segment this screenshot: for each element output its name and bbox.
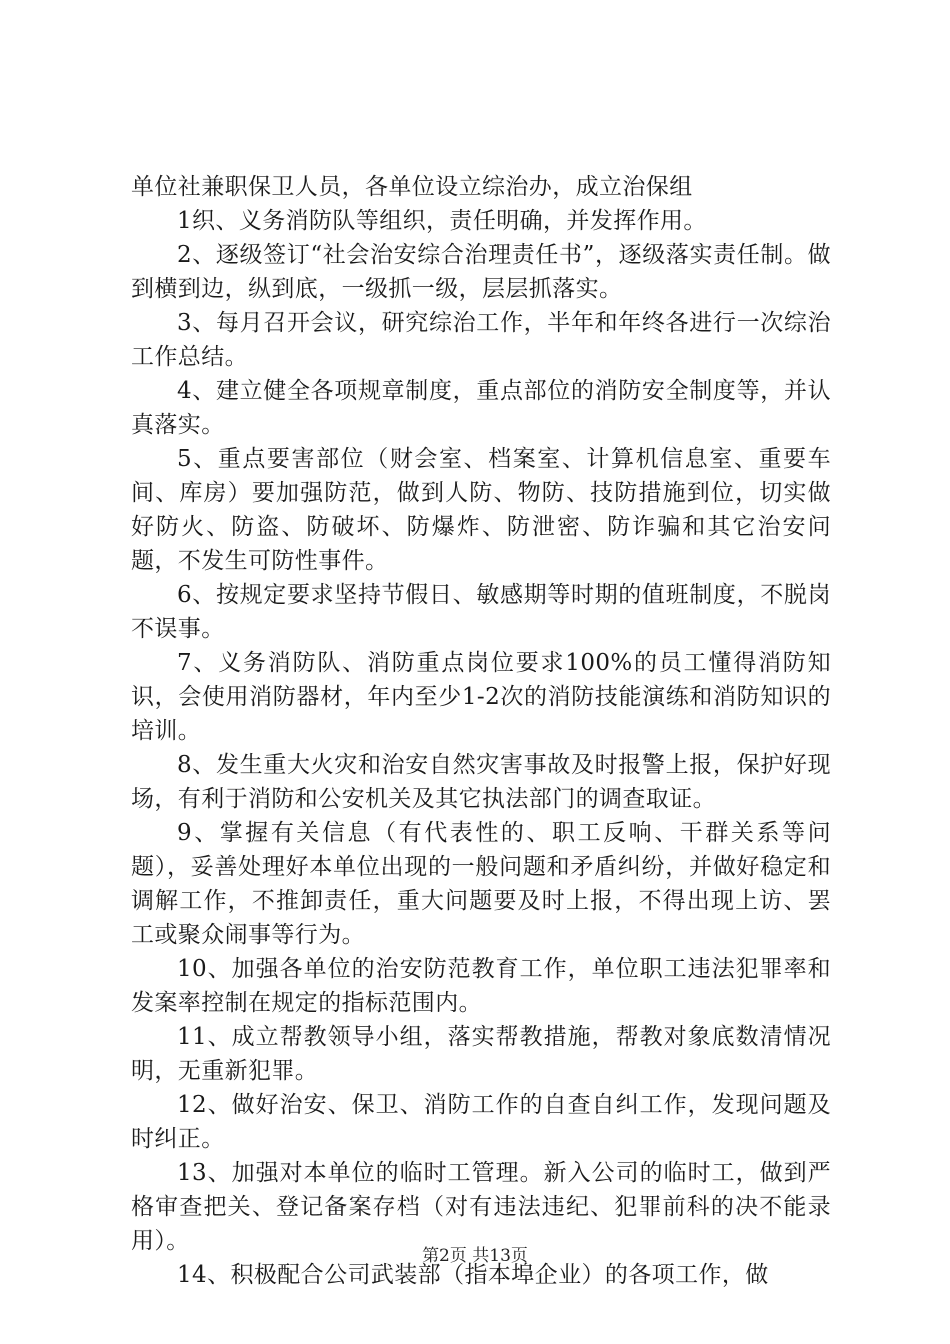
document-body (131, 170, 831, 1292)
paragraph-item-7: 7、义务消防队、消防重点岗位要求100%的员工懂得消防知识，会使用消防器材，年内至少1-2次的消防技能演练和消防知识的培训。 (131, 650, 831, 744)
paragraph-intro: 单位社兼职保卫人员，各单位设立综治办，成立治保组 (131, 174, 693, 200)
paragraph-item-3: 3、每月召开会议，研究综治工作，半年和年终各进行一次综治工作总结。 (131, 310, 831, 370)
paragraph-item-12: 12、做好治安、保卫、消防工作的自查自纠工作，发现问题及时纠正。 (131, 1092, 831, 1152)
paragraph-item-14: 14、积极配合公司武装部（指本埠企业）的各项工作，做 (177, 1262, 769, 1288)
page-number-footer: 第2页 共13页 (422, 1246, 528, 1266)
paragraph-item-9: 9、掌握有关信息（有代表性的、职工反响、干群关系等问题），妥善处理好本单位出现的一般问题和矛盾纠纷，并做好稳定和调解工作，不推卸责任，重大问题要及时上报，不得出现上访、罢工或聚众闹事等行为。 (131, 820, 831, 948)
paragraph-item-1: 1织、义务消防队等组织，责任明确，并发挥作用。 (177, 208, 707, 234)
paragraph-item-5: 5、重点要害部位（财会室、档案室、计算机信息室、重要车间、库房）要加强防范，做到人防、物防、技防措施到位，切实做好防火、防盗、防破坏、防爆炸、防泄密、防诈骗和其它治安问题，不发生可防性事件。 (131, 446, 831, 574)
paragraph-item-8: 8、发生重大火灾和治安自然灾害事故及时报警上报，保护好现场，有利于消防和公安机关及其它执法部门的调查取证。 (131, 752, 831, 812)
paragraph-item-11: 11、成立帮教领导小组，落实帮教措施，帮教对象底数清情况明，无重新犯罪。 (131, 1024, 831, 1084)
paragraph-item-13: 13、加强对本单位的临时工管理。新入公司的临时工，做到严格审查把关、登记备案存档（对有违法违纪、犯罪前科的决不能录用）。 (131, 1160, 831, 1254)
paragraph-item-10: 10、加强各单位的治安防范教育工作，单位职工违法犯罪率和发案率控制在规定的指标范围内。 (131, 956, 831, 1016)
paragraph-item-4: 4、建立健全各项规章制度，重点部位的消防安全制度等，并认真落实。 (131, 378, 831, 438)
paragraph-item-2: 2、逐级签订“社会治安综合治理责任书”，逐级落实责任制。做到横到边，纵到底，一级抓一级，层层抓落实。 (131, 242, 831, 302)
paragraph-item-6: 6、按规定要求坚持节假日、敏感期等时期的值班制度，不脱岗不误事。 (131, 582, 831, 642)
